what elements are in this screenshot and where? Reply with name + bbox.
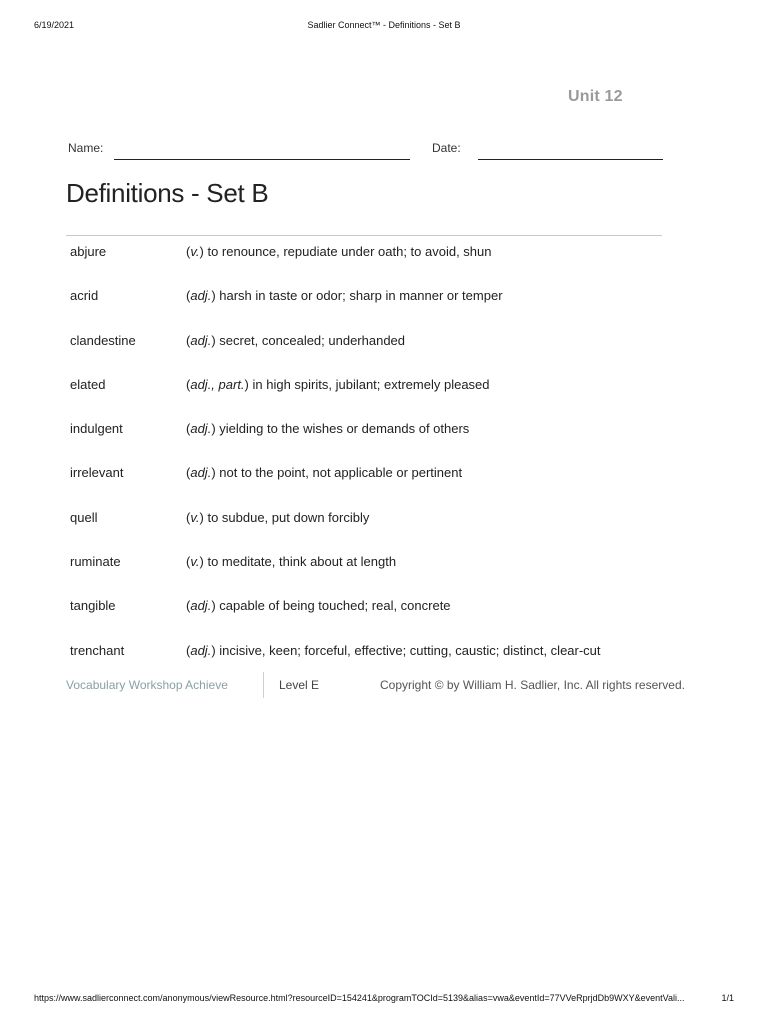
page-title: Definitions - Set B bbox=[66, 178, 269, 208]
level-label: Level E bbox=[279, 678, 320, 692]
definition-text: to meditate, think about at length bbox=[203, 554, 397, 570]
part-of-speech: adj. bbox=[190, 642, 212, 658]
word-definition: (adj.) secret, concealed; underhanded bbox=[186, 332, 406, 348]
word-term: elated bbox=[70, 376, 106, 392]
word-definition: (adj.) incisive, keen; forceful, effective; cutting, caustic; distinct, clear-cut bbox=[186, 642, 601, 658]
word-definition: (adj.) capable of being touched; real, concrete bbox=[186, 598, 451, 614]
unit-label: Unit 12 bbox=[568, 88, 623, 105]
footer-divider bbox=[263, 672, 264, 698]
word-term: clandestine bbox=[70, 332, 136, 348]
print-header bbox=[0, 20, 768, 32]
print-page-number: 1/1 bbox=[721, 993, 734, 1003]
word-definition: (adj.) harsh in taste or odor; sharp in manner or temper bbox=[186, 288, 503, 304]
word-definition: (adj.) not to the point, not applicable or pertinent bbox=[186, 465, 463, 481]
definition-text: capable of being touched; real, concrete bbox=[215, 598, 451, 614]
print-url: https://www.sadlierconnect.com/anonymous/viewResource.html?resourceID=154241&programTOCId=5139&alias=vwa&eventId=77VVeRprjdDb9WXY&eventVali... bbox=[34, 993, 685, 1003]
date-field-line bbox=[478, 159, 663, 160]
definition-text: secret, concealed; underhanded bbox=[215, 332, 406, 348]
word-row bbox=[70, 374, 690, 418]
name-field-line bbox=[114, 159, 410, 160]
word-term: quell bbox=[70, 509, 98, 525]
part-of-speech: adj. bbox=[190, 598, 212, 614]
part-of-speech: v. bbox=[190, 244, 200, 259]
word-row bbox=[70, 418, 690, 462]
word-term: tangible bbox=[70, 598, 116, 614]
word-definition: (adj.) yielding to the wishes or demands of others bbox=[186, 421, 470, 437]
date-label: Date: bbox=[432, 141, 461, 155]
part-of-speech: v. bbox=[190, 509, 200, 525]
part-of-speech: v. bbox=[190, 554, 200, 570]
word-row bbox=[70, 507, 690, 551]
word-term: acrid bbox=[70, 288, 99, 304]
part-of-speech: adj. bbox=[190, 465, 212, 481]
part-of-speech: adj., part. bbox=[190, 376, 245, 392]
definition-text: to renounce, repudiate under oath; to avoid, shun bbox=[203, 244, 492, 259]
part-of-speech: adj. bbox=[190, 288, 212, 304]
word-definition: (adj., part.) in high spirits, jubilant; extremely pleased bbox=[186, 376, 490, 392]
definition-text: harsh in taste or odor; sharp in manner or temper bbox=[215, 288, 503, 304]
word-list bbox=[70, 241, 690, 684]
word-row bbox=[70, 285, 690, 329]
brand-link[interactable]: Vocabulary Workshop Achieve bbox=[66, 678, 228, 692]
print-page-title: Sadlier Connect™ - Definitions - Set B bbox=[307, 20, 461, 30]
definition-text: yielding to the wishes or demands of others bbox=[215, 421, 470, 437]
word-term: irrelevant bbox=[70, 465, 124, 481]
word-term: abjure bbox=[70, 244, 107, 259]
print-date: 6/19/2021 bbox=[34, 20, 75, 30]
word-row bbox=[70, 241, 690, 285]
word-term: ruminate bbox=[70, 554, 121, 570]
definition-text: in high spirits, jubilant; extremely pleased bbox=[248, 376, 490, 392]
content-footer bbox=[66, 672, 706, 698]
word-row bbox=[70, 551, 690, 595]
definition-text: incisive, keen; forceful, effective; cutting, caustic; distinct, clear-cut bbox=[215, 642, 601, 658]
title-divider bbox=[66, 235, 662, 236]
word-term: indulgent bbox=[70, 421, 123, 437]
print-footer bbox=[0, 993, 768, 1005]
word-definition: (v.) to meditate, think about at length bbox=[186, 554, 397, 570]
word-row bbox=[70, 462, 690, 506]
word-row bbox=[70, 330, 690, 374]
copyright-text: Copyright © by William H. Sadlier, Inc. All rights reserved. bbox=[380, 678, 685, 692]
part-of-speech: adj. bbox=[190, 421, 212, 437]
word-definition: (v.) to renounce, repudiate under oath; to avoid, shun bbox=[186, 244, 492, 259]
definition-text: to subdue, put down forcibly bbox=[203, 509, 370, 525]
word-definition: (v.) to subdue, put down forcibly bbox=[186, 509, 370, 525]
word-row bbox=[70, 595, 690, 639]
word-term: trenchant bbox=[70, 642, 125, 658]
part-of-speech: adj. bbox=[190, 332, 212, 348]
name-label: Name: bbox=[68, 141, 104, 155]
definition-text: not to the point, not applicable or pertinent bbox=[215, 465, 463, 481]
